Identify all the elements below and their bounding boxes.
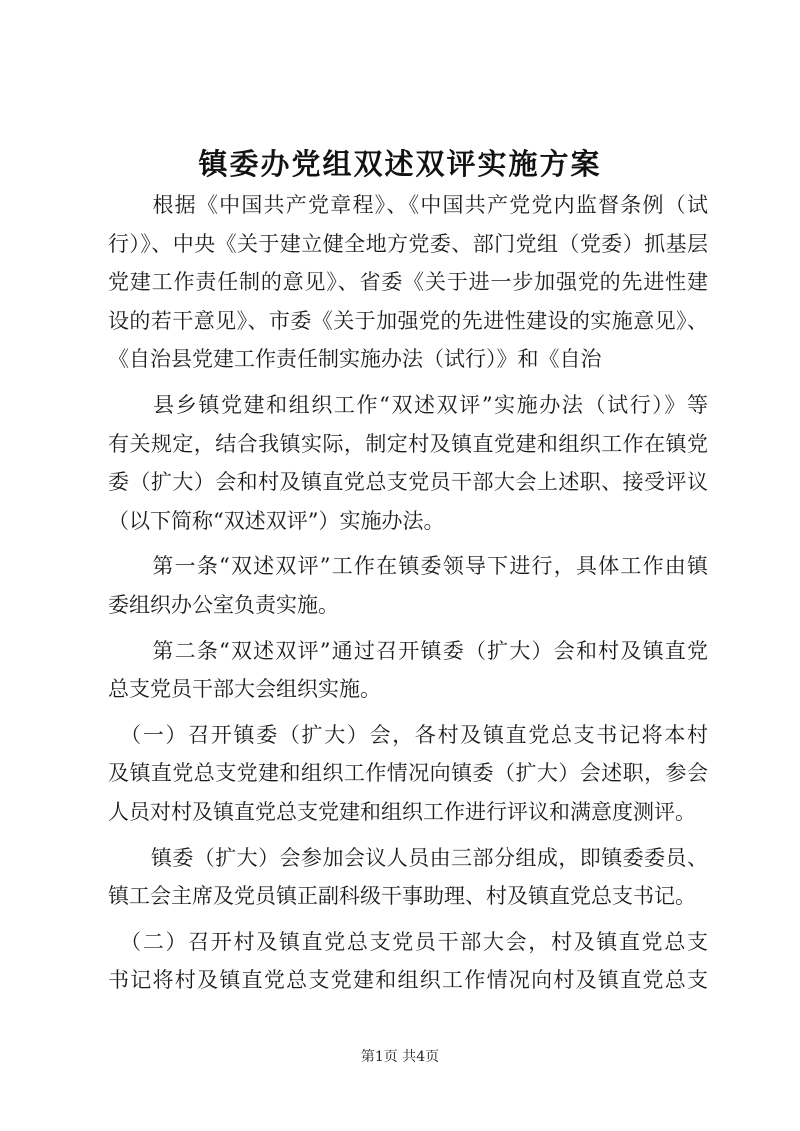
paragraph-line: 镇工会主席及党员镇正副科级干事助理、村及镇直党总支书记。 — [108, 884, 696, 909]
paragraph — [108, 632, 708, 709]
paragraph-line: 第一条“双述双评”工作在镇委领导下进行，具体工作由镇 — [108, 554, 708, 579]
paragraph-line: 《自治县党建工作责任制实施办法（试行）》和《自治 — [108, 347, 602, 372]
page-indicator: 第1页 共4页 — [360, 1049, 440, 1065]
paragraph — [108, 716, 708, 832]
paragraph-line: 书记将村及镇直党总支党建和组织工作情况向村及镇直党总支 — [108, 968, 708, 993]
paragraph-line: 根据《中国共产党章程》、《中国共产党党内监督条例（试 — [108, 193, 708, 217]
paragraph — [108, 386, 708, 540]
paragraph — [108, 923, 708, 1000]
paragraph-line: 设的若干意见》、市委《关于加强党的先进性建设的实施意见》、 — [108, 308, 708, 333]
paragraph-line: 人员对村及镇直党总支党建和组织工作进行评议和满意度测评。 — [108, 799, 696, 824]
paragraph-line: 委（扩大）会和村及镇直党总支党员干部大会上述职、接受评议 — [108, 470, 708, 495]
paragraph-line: 有关规定，结合我镇实际，制定村及镇直党建和组织工作在镇党 — [108, 431, 708, 456]
paragraph-line: 总支党员干部大会组织实施。 — [108, 677, 381, 702]
paragraph-line: 行）》、中央《关于建立健全地方党委、部门党组（党委）抓基层 — [108, 231, 708, 256]
paragraph-line: 及镇直党总支党建和组织工作情况向镇委（扩大）会述职，参会 — [108, 761, 708, 786]
paragraph-line: 党建工作责任制的意见》、省委《关于进一步加强党的先进性建 — [108, 270, 708, 295]
paragraph-line: （以下简称“双述双评”）实施办法。 — [108, 508, 445, 533]
paragraph — [108, 547, 708, 624]
paragraph-line: 县乡镇党建和组织工作“双述双评”实施办法（试行）》等 — [108, 392, 708, 417]
paragraph-line: （二）召开村及镇直党总支党员干部大会，村及镇直党总支 — [108, 929, 708, 954]
paragraph-line: （一）召开镇委（扩大）会，各村及镇直党总支书记将本村 — [108, 722, 708, 747]
paragraph — [108, 186, 708, 379]
document-title: 镇委办党组双述双评实施方案 — [198, 147, 602, 181]
paragraph-line: 镇委（扩大）会参加会议人员由三部分组成，即镇委委员、 — [108, 845, 708, 870]
paragraph-line: 委组织办公室负责实施。 — [108, 592, 339, 617]
paragraph-line: 第二条“双述双评”通过召开镇委（扩大）会和村及镇直党 — [108, 638, 708, 663]
document-body — [108, 186, 708, 1000]
paragraph — [108, 839, 708, 916]
